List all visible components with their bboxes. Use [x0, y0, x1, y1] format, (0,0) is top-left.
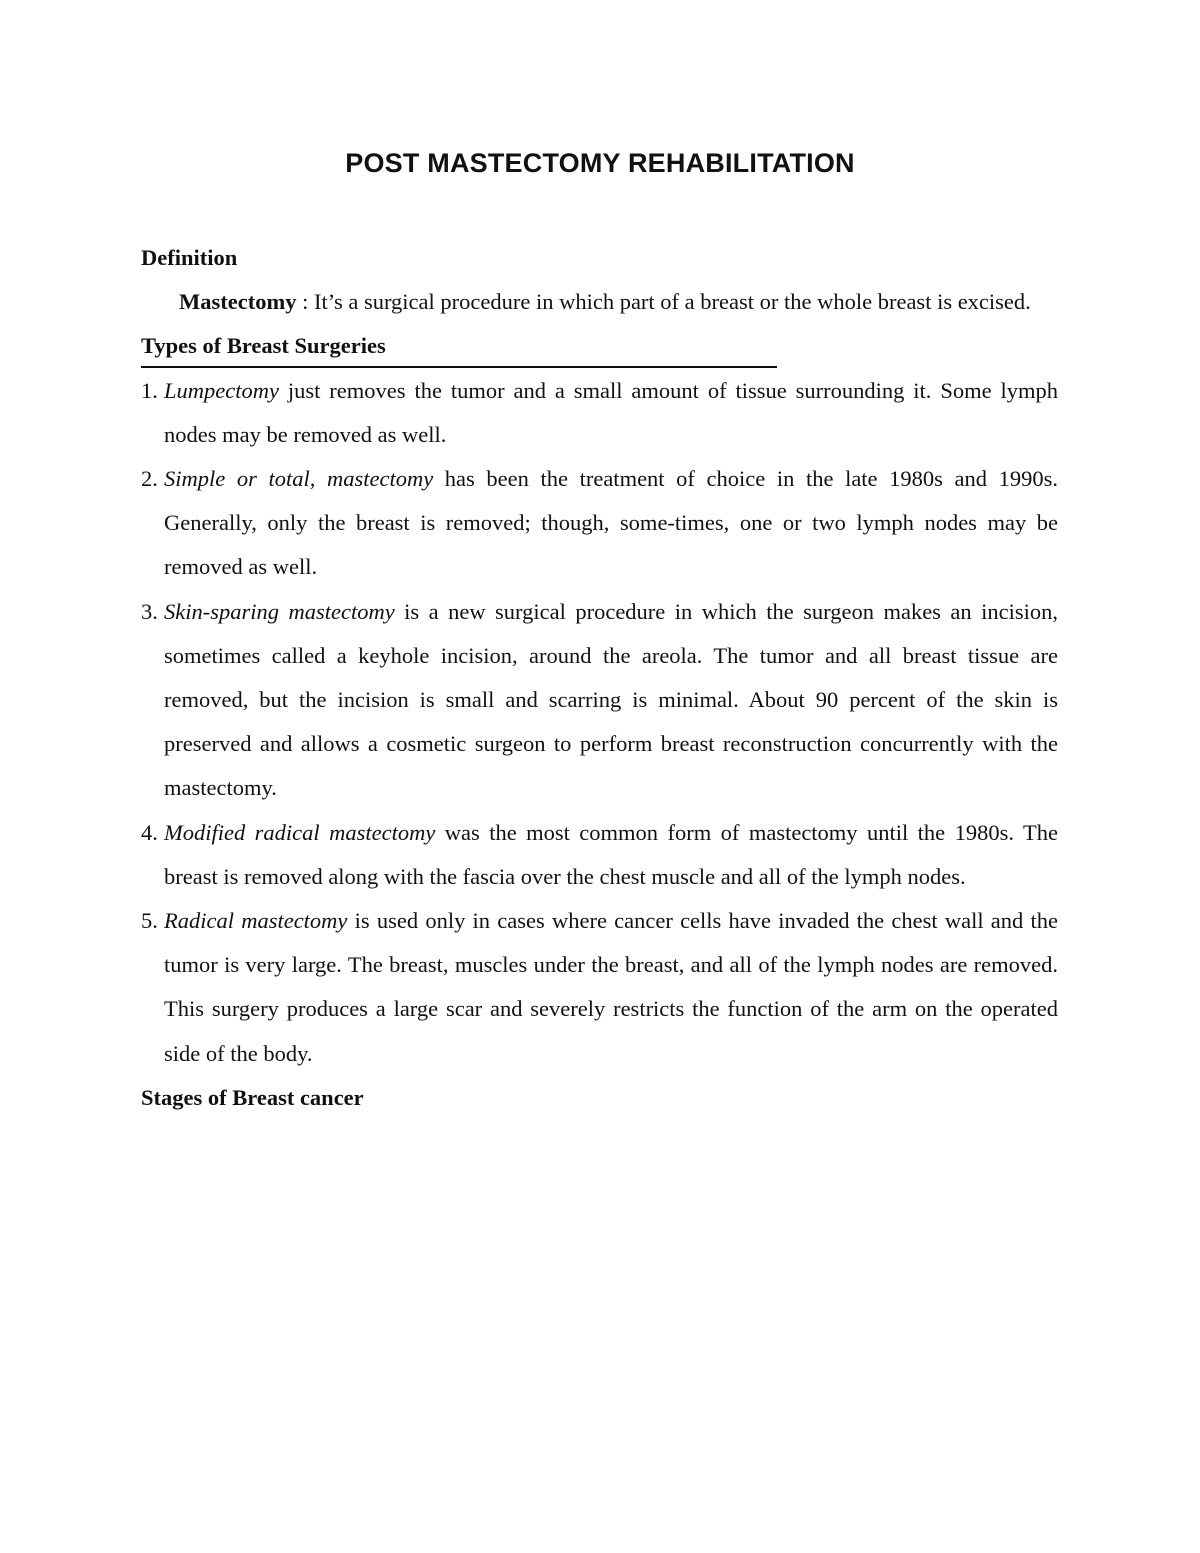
definition-paragraph [141, 280, 1058, 324]
list-item-number: 5. [141, 908, 158, 934]
list-item [141, 590, 1058, 811]
list-item [141, 899, 1058, 1076]
definition-heading: Definition [141, 245, 238, 270]
list-item-number: 4. [141, 819, 158, 845]
list-item [141, 369, 1058, 457]
definition-text: : It’s a surgical procedure in which part of a breast or the whole breast is excised. [296, 289, 1031, 315]
list-item-term: Skin-sparing mastectomy [164, 598, 395, 624]
surgery-types-list [141, 369, 1058, 1076]
types-heading: Types of Breast Surgeries [141, 326, 777, 368]
list-item-number: 3. [141, 598, 158, 624]
list-item-term: Radical mastectomy [164, 908, 348, 934]
stages-heading: Stages of Breast cancer [141, 1084, 364, 1110]
list-item-text: is a new surgical procedure in which the surgeon makes an incision, sometimes called a keyhole incision, around the areola. The tumor and all breast tissue are removed, but the incision is small and scarring is minimal. About 90 percent of the skin is preserved and allows a cosmetic surgeon to perform breast reconstruction concurrently with the mastectomy. [164, 598, 1058, 801]
document-body [141, 236, 1058, 1120]
list-item [141, 457, 1058, 590]
list-item-text: has been the treatment of choice in the late 1980s and 1990s. Generally, only the breast is removed; though, some-times, one or two lymph nodes may be removed as well. [164, 466, 1059, 580]
list-item-number: 2. [141, 466, 158, 492]
list-item [141, 811, 1058, 899]
types-heading-line [141, 324, 1058, 368]
definition-term: Mastectomy [179, 289, 297, 315]
list-item-text: is used only in cases where cancer cells have invaded the chest wall and the tumor is very large. The breast, muscles under the breast, and all of the lymph nodes are removed. This surgery produces a large scar and severely restricts the function of the arm on the operated side of the body. [164, 908, 1058, 1066]
list-item-term: Simple or total, mastectomy [164, 466, 434, 492]
list-item-text: just removes the tumor and a small amount of tissue surrounding it. Some lymph nodes may be removed as well. [164, 377, 1058, 447]
document-title: POST MASTECTOMY REHABILITATION [345, 148, 855, 178]
list-item-text: was the most common form of mastectomy until the 1980s. The breast is removed along with the fascia over the chest muscle and all of the lymph nodes. [164, 819, 1059, 889]
list-item-number: 1. [141, 377, 158, 403]
list-item-term: Modified radical mastectomy [164, 819, 436, 845]
list-item-term: Lumpectomy [164, 377, 279, 403]
